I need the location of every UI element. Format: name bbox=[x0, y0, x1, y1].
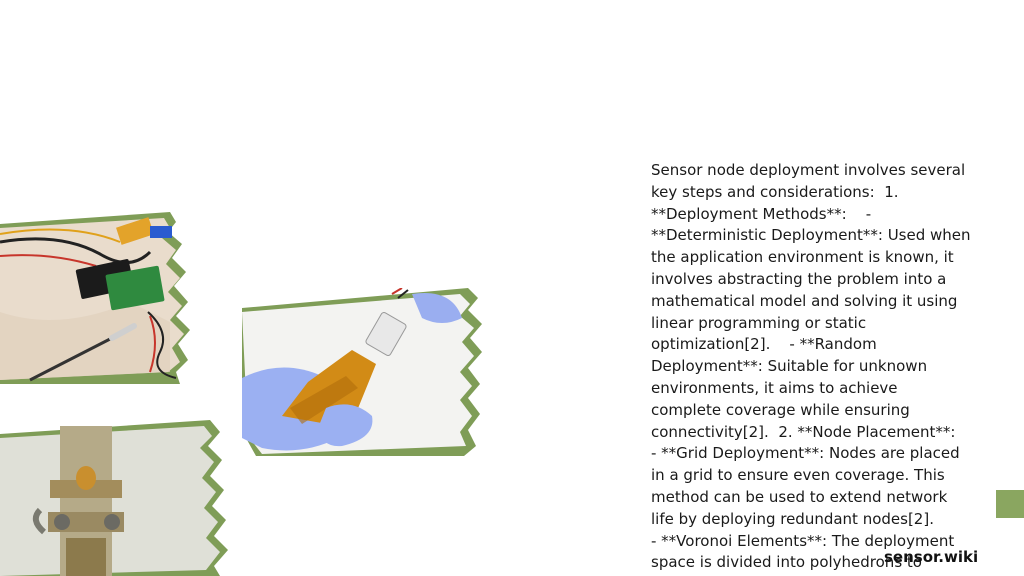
article-line: Deployment**: Suitable for unknown bbox=[651, 357, 928, 376]
article-line: method can be used to extend network bbox=[651, 487, 948, 506]
article-line: Sensor node deployment involves several bbox=[651, 161, 966, 179]
article-line: environments, it aims to achieve bbox=[651, 378, 898, 397]
article-line: linear programming or static bbox=[651, 313, 867, 332]
article-line: the application environment is known, it bbox=[651, 248, 954, 267]
article-line: complete coverage while ensuring bbox=[651, 400, 910, 419]
article-line: **Deployment Methods**: - bbox=[651, 204, 872, 223]
article-line: space is divided into polyhedrons to bbox=[651, 553, 922, 572]
article-line: optimization[2]. - **Random bbox=[651, 335, 877, 354]
article-line: involves abstracting the problem into a bbox=[651, 269, 947, 288]
article-line: mathematical model and solving it using bbox=[651, 291, 958, 310]
article-body bbox=[651, 160, 981, 574]
article-line: connectivity[2]. 2. **Node Placement**: bbox=[651, 422, 956, 441]
article-line: - **Grid Deployment**: Nodes are placed bbox=[651, 444, 960, 463]
valve-photo bbox=[0, 420, 232, 576]
article-line: key steps and considerations: 1. bbox=[651, 182, 899, 201]
accent-block bbox=[996, 490, 1024, 518]
article-line: in a grid to ensure even coverage. This bbox=[651, 466, 945, 485]
flex-sensor-photo bbox=[242, 288, 482, 456]
breadboard-photo bbox=[0, 212, 200, 384]
article-line: **Deterministic Deployment**: Used when bbox=[651, 226, 971, 245]
article-line: life by deploying redundant nodes[2]. bbox=[651, 509, 934, 528]
site-brand: sensor.wiki bbox=[884, 548, 979, 566]
article-line: - **Voronoi Elements**: The deployment bbox=[651, 531, 955, 550]
